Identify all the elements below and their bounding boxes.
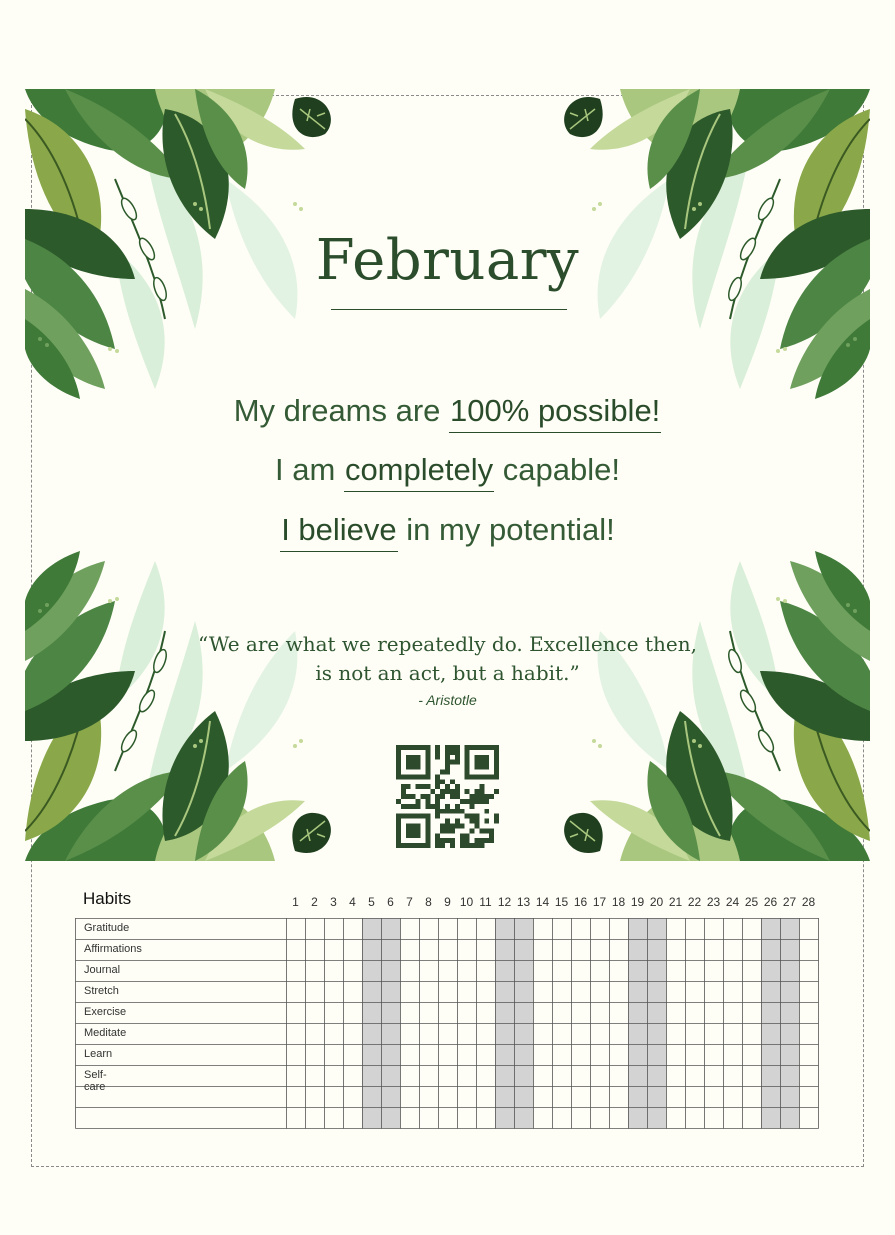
day-number: 3 <box>330 895 337 909</box>
day-number: 21 <box>668 895 683 909</box>
day-number: 18 <box>611 895 626 909</box>
day-number: 15 <box>554 895 569 909</box>
day-number: 10 <box>459 895 474 909</box>
quote <box>150 630 745 688</box>
day-number: 24 <box>725 895 740 909</box>
weekend-column-shade <box>761 918 780 1128</box>
weekend-column-shade <box>647 918 666 1128</box>
habit-row-label: Self-care <box>84 1069 107 1093</box>
habit-row-label: Journal <box>84 964 121 976</box>
day-number: 1 <box>292 895 299 909</box>
habit-row-label: Affirmations <box>84 943 142 955</box>
day-number: 23 <box>706 895 721 909</box>
habit-row-label: Stretch <box>84 985 119 997</box>
day-number: 13 <box>516 895 531 909</box>
day-number: 2 <box>311 895 318 909</box>
day-number: 12 <box>497 895 512 909</box>
qr-code-icon <box>396 745 499 848</box>
day-number: 22 <box>687 895 702 909</box>
affirmation-2-post: capable! <box>494 452 620 487</box>
quote-line-2: is not an act, but a habit.” <box>315 661 580 685</box>
day-number: 28 <box>801 895 816 909</box>
habit-row-label: Gratitude <box>84 922 130 934</box>
habit-row-label: Exercise <box>84 1006 127 1018</box>
title-underline <box>331 309 567 310</box>
weekend-column-shade <box>495 918 514 1128</box>
affirmation-2-emphasis: completely <box>344 452 494 492</box>
affirmation-3-post: in my potential! <box>397 512 615 547</box>
day-number: 7 <box>406 895 413 909</box>
affirmation-1-pre: My dreams are <box>233 393 450 428</box>
affirmation-1 <box>0 393 895 429</box>
habits-heading: Habits <box>83 889 132 908</box>
habit-grid-lines <box>75 918 822 1130</box>
habit-row-label: Meditate <box>84 1027 127 1039</box>
weekend-column-shade <box>780 918 799 1128</box>
day-number: 16 <box>573 895 588 909</box>
habit-row-label: Learn <box>84 1048 113 1060</box>
weekend-column-shade <box>628 918 647 1128</box>
affirmation-2 <box>0 452 895 488</box>
day-number: 27 <box>782 895 797 909</box>
affirmation-2-pre: I am <box>275 452 344 487</box>
day-number: 8 <box>425 895 432 909</box>
affirmation-3 <box>0 512 895 548</box>
day-number: 9 <box>444 895 451 909</box>
page-title: February <box>315 228 580 293</box>
affirmation-3-emphasis: I believe <box>280 512 397 552</box>
day-number: 4 <box>349 895 356 909</box>
day-number: 6 <box>387 895 394 909</box>
affirmation-1-emphasis: 100% possible! <box>449 393 661 433</box>
day-number: 25 <box>744 895 759 909</box>
weekend-column-shade <box>381 918 400 1128</box>
weekend-column-shade <box>362 918 381 1128</box>
day-number: 20 <box>649 895 664 909</box>
day-number: 5 <box>368 895 375 909</box>
day-number: 11 <box>479 895 492 909</box>
day-number: 14 <box>535 895 550 909</box>
quote-author: - Aristotle <box>418 692 477 708</box>
quote-line-1: “We are what we repeatedly do. Excellence then, <box>198 632 697 656</box>
day-number: 19 <box>630 895 645 909</box>
day-number: 26 <box>763 895 778 909</box>
weekend-column-shade <box>514 918 533 1128</box>
day-number: 17 <box>592 895 607 909</box>
